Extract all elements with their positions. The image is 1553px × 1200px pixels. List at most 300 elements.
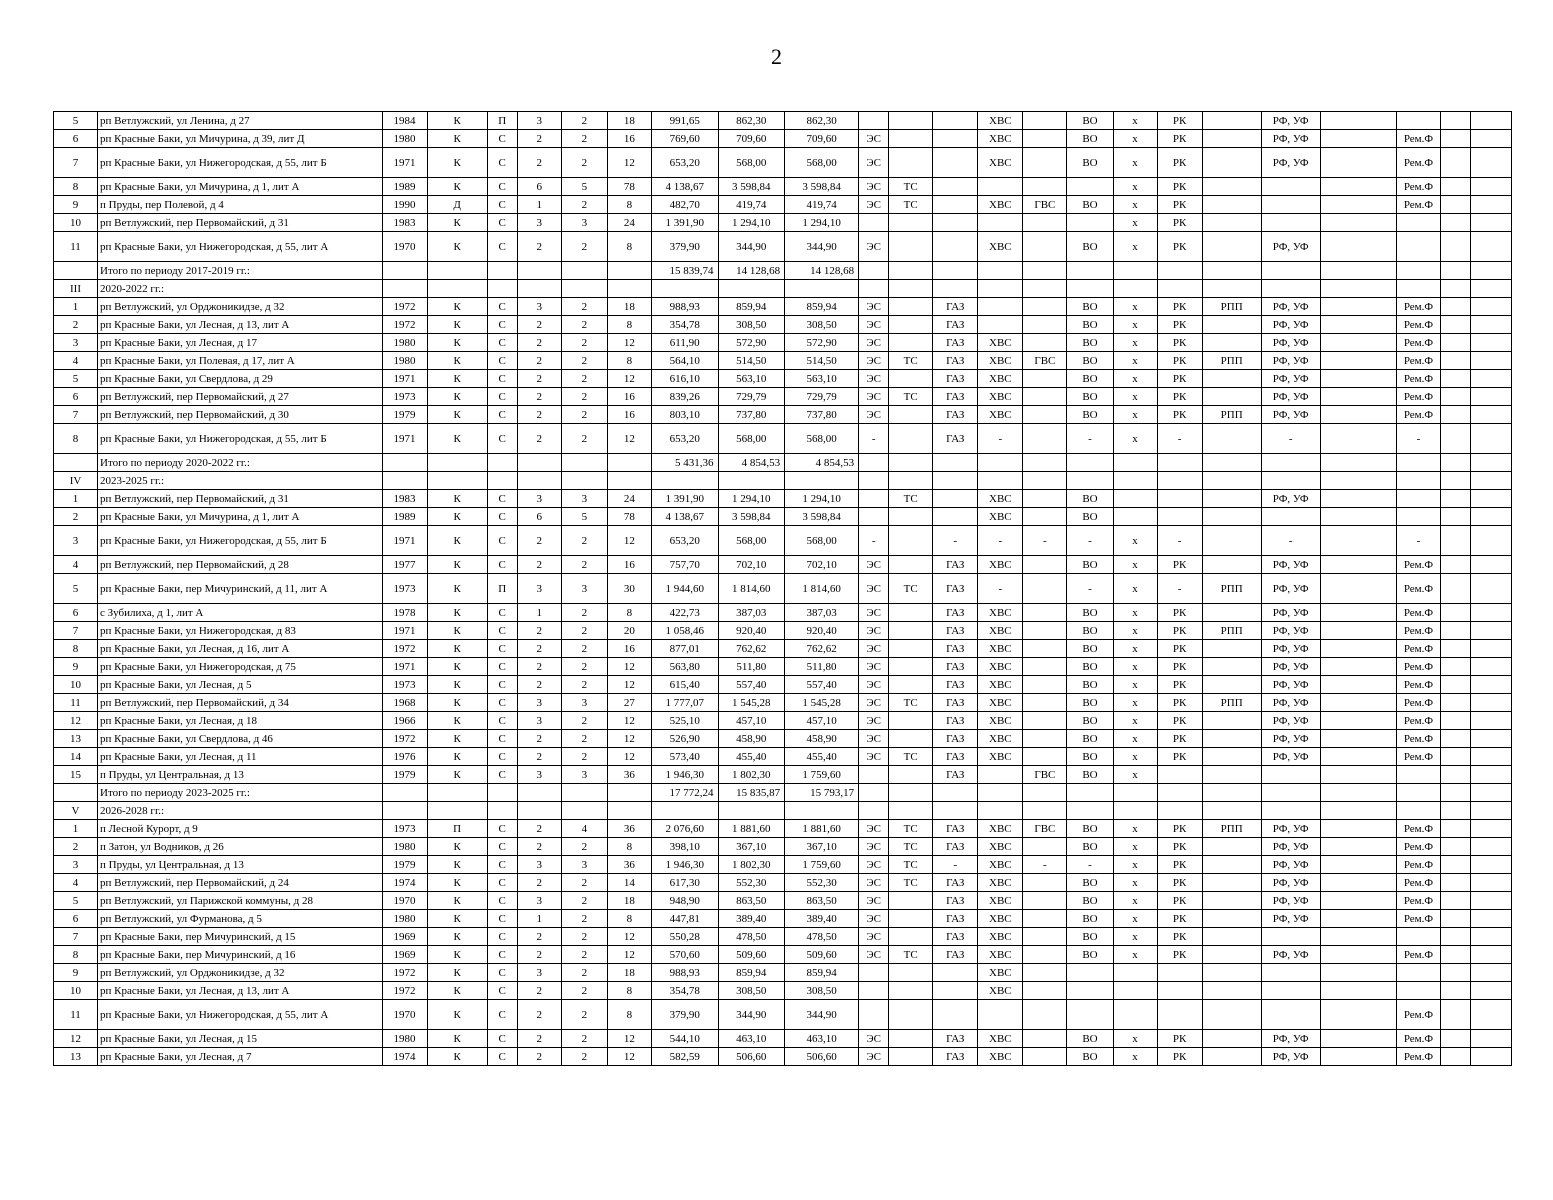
table-cell [1202, 232, 1261, 262]
table-cell: 1 391,90 [651, 490, 718, 508]
table-cell [889, 964, 933, 982]
table-cell: 457,10 [718, 712, 785, 730]
table-row [54, 232, 1512, 262]
table-cell [1157, 454, 1202, 472]
table-cell [1471, 178, 1512, 196]
table-cell [1023, 424, 1067, 454]
table-cell [1440, 604, 1470, 622]
table-cell: РПП [1202, 622, 1261, 640]
table-cell [1440, 748, 1470, 766]
table-cell: ЭС [859, 676, 889, 694]
table-cell: 506,60 [718, 1048, 785, 1066]
table-cell [718, 280, 785, 298]
table-cell: 839,26 [651, 388, 718, 406]
table-cell: 9 [54, 196, 98, 214]
table-cell: - [1023, 856, 1067, 874]
table-cell [1320, 316, 1396, 334]
address-cell: рп Красные Баки, ул Лесная, д 18 [98, 712, 383, 730]
table-cell: 1972 [382, 730, 427, 748]
table-cell: 11 [54, 232, 98, 262]
table-cell: К [427, 1030, 487, 1048]
table-cell [933, 454, 978, 472]
table-cell [933, 508, 978, 526]
table-cell: ЭС [859, 874, 889, 892]
table-cell: Рем.Ф [1396, 556, 1440, 574]
table-cell [1471, 526, 1512, 556]
table-cell [1320, 280, 1396, 298]
table-cell [1202, 838, 1261, 856]
table-cell: С [487, 352, 517, 370]
table-cell [1261, 280, 1320, 298]
table-cell [1320, 982, 1396, 1000]
table-cell [1023, 130, 1067, 148]
table-cell: 2 [561, 892, 607, 910]
table-cell: ЭС [859, 928, 889, 946]
table-cell: К [427, 388, 487, 406]
table-cell: 2 [561, 658, 607, 676]
table-cell [1261, 1000, 1320, 1030]
table-cell [1202, 1048, 1261, 1066]
table-cell [1202, 712, 1261, 730]
address-cell: рп Красные Баки, ул Лесная, д 11 [98, 748, 383, 766]
table-cell: 1980 [382, 352, 427, 370]
table-cell: ВО [1067, 556, 1113, 574]
table-cell [1023, 148, 1067, 178]
table-cell [978, 1000, 1023, 1030]
table-cell: ЭС [859, 748, 889, 766]
table-cell [1396, 262, 1440, 280]
table-cell [1023, 622, 1067, 640]
table-cell: 1980 [382, 1030, 427, 1048]
table-cell: С [487, 298, 517, 316]
table-cell: 2 [561, 112, 607, 130]
table-cell [1023, 748, 1067, 766]
table-cell: 3 [517, 214, 561, 232]
table-cell: 2 [561, 676, 607, 694]
table-cell [607, 454, 651, 472]
table-cell: 2 [561, 298, 607, 316]
table-cell: ВО [1067, 370, 1113, 388]
table-cell: 1973 [382, 676, 427, 694]
table-cell: 455,40 [718, 748, 785, 766]
table-cell [427, 454, 487, 472]
table-cell: 12 [607, 658, 651, 676]
table-row [54, 574, 1512, 604]
address-cell: рп Ветлужский, ул Орджоникидзе, д 32 [98, 964, 383, 982]
table-cell: ЭС [859, 388, 889, 406]
table-cell: 2 [561, 526, 607, 556]
table-cell: 709,60 [718, 130, 785, 148]
table-cell: 8 [54, 178, 98, 196]
table-cell [1440, 406, 1470, 424]
table-cell: РФ, УФ [1261, 298, 1320, 316]
table-cell: 1984 [382, 112, 427, 130]
table-cell: 2 [561, 910, 607, 928]
table-cell: 1983 [382, 490, 427, 508]
table-cell: 344,90 [785, 1000, 859, 1030]
table-cell: ГАЗ [933, 766, 978, 784]
table-cell [978, 784, 1023, 802]
table-cell: РК [1157, 676, 1202, 694]
table-cell [561, 802, 607, 820]
table-cell [1440, 454, 1470, 472]
table-cell [1320, 874, 1396, 892]
table-cell: С [487, 490, 517, 508]
table-cell: РФ, УФ [1261, 232, 1320, 262]
table-cell: х [1113, 1030, 1157, 1048]
table-cell: С [487, 388, 517, 406]
address-cell: рп Красные Баки, ул Нижегородская, д 55, лит А [98, 1000, 383, 1030]
address-cell: рп Красные Баки, ул Лесная, д 17 [98, 334, 383, 352]
table-cell: 564,10 [651, 352, 718, 370]
table-cell: 568,00 [718, 526, 785, 556]
table-cell: 3 [561, 214, 607, 232]
table-cell [1202, 640, 1261, 658]
table-cell [1320, 658, 1396, 676]
table-cell: С [487, 316, 517, 334]
table-cell: 1 946,30 [651, 766, 718, 784]
table-cell: РК [1157, 196, 1202, 214]
table-cell: 2 [517, 1030, 561, 1048]
table-cell: 1978 [382, 604, 427, 622]
table-cell: ТС [889, 388, 933, 406]
table-cell: 2 [517, 658, 561, 676]
table-cell [1157, 982, 1202, 1000]
table-cell: 525,10 [651, 712, 718, 730]
table-cell [1157, 280, 1202, 298]
table-cell: 2 [517, 928, 561, 946]
table-cell [1023, 946, 1067, 964]
table-cell: 653,20 [651, 526, 718, 556]
table-cell [1320, 454, 1396, 472]
table-cell: 379,90 [651, 1000, 718, 1030]
table-cell: ЭС [859, 148, 889, 178]
table-cell [517, 472, 561, 490]
table-cell: ХВС [978, 838, 1023, 856]
table-row [54, 424, 1512, 454]
table-cell [785, 802, 859, 820]
table-cell [1440, 964, 1470, 982]
table-cell [1023, 112, 1067, 130]
table-cell: 1966 [382, 712, 427, 730]
table-cell: 3 [561, 766, 607, 784]
table-cell: РК [1157, 130, 1202, 148]
table-cell: 2 [561, 748, 607, 766]
table-cell [1113, 280, 1157, 298]
table-cell: 1974 [382, 1048, 427, 1066]
table-cell [1023, 298, 1067, 316]
table-cell: ХВС [978, 406, 1023, 424]
table-cell [859, 964, 889, 982]
table-cell: 2 [561, 1030, 607, 1048]
table-cell: 12 [607, 526, 651, 556]
table-cell: 3 598,84 [785, 178, 859, 196]
table-cell: К [427, 130, 487, 148]
address-cell: рп Ветлужский, пер Первомайский, д 31 [98, 490, 383, 508]
table-cell: 1980 [382, 334, 427, 352]
table-cell [1320, 1030, 1396, 1048]
table-cell [1440, 112, 1470, 130]
table-cell [1261, 928, 1320, 946]
table-cell: 367,10 [785, 838, 859, 856]
table-cell: РК [1157, 658, 1202, 676]
table-cell: Рем.Ф [1396, 838, 1440, 856]
table-cell: РК [1157, 622, 1202, 640]
table-cell: Рем.Ф [1396, 1048, 1440, 1066]
table-cell [889, 1030, 933, 1048]
table-cell: 15 [54, 766, 98, 784]
table-cell [933, 490, 978, 508]
table-cell: Рем.Ф [1396, 694, 1440, 712]
table-cell [1202, 214, 1261, 232]
table-cell [1023, 964, 1067, 982]
table-cell: 16 [607, 406, 651, 424]
table-cell: 4 [54, 352, 98, 370]
table-cell: 616,10 [651, 370, 718, 388]
table-cell: 2 [561, 556, 607, 574]
table-cell: 2 [517, 1048, 561, 1066]
table-cell: Рем.Ф [1396, 892, 1440, 910]
table-row [54, 730, 1512, 748]
table-cell: К [427, 694, 487, 712]
table-cell: 1 759,60 [785, 766, 859, 784]
table-cell [1261, 508, 1320, 526]
table-cell: 563,10 [785, 370, 859, 388]
table-cell: 12 [607, 676, 651, 694]
table-cell [1202, 370, 1261, 388]
table-cell: Рем.Ф [1396, 406, 1440, 424]
table-cell [1023, 982, 1067, 1000]
table-cell [859, 802, 889, 820]
table-cell: 4 138,67 [651, 178, 718, 196]
table-cell [1396, 766, 1440, 784]
table-cell: ГАЗ [933, 316, 978, 334]
table-cell: ХВС [978, 892, 1023, 910]
table-cell: 3 [517, 574, 561, 604]
table-cell: 1970 [382, 232, 427, 262]
address-cell: рп Ветлужский, ул Фурманова, д 5 [98, 910, 383, 928]
table-cell [978, 766, 1023, 784]
table-cell [859, 112, 889, 130]
address-cell: рп Красные Баки, ул Лесная, д 7 [98, 1048, 383, 1066]
table-cell: 1 777,07 [651, 694, 718, 712]
table-row [54, 526, 1512, 556]
table-cell: ХВС [978, 352, 1023, 370]
table-cell: ВО [1067, 928, 1113, 946]
table-cell: ГАЗ [933, 406, 978, 424]
table-cell [1157, 802, 1202, 820]
table-cell: 709,60 [785, 130, 859, 148]
table-cell: 572,90 [718, 334, 785, 352]
table-cell [933, 982, 978, 1000]
table-cell [978, 454, 1023, 472]
table-cell [1261, 766, 1320, 784]
table-cell [1471, 1048, 1512, 1066]
table-cell: 988,93 [651, 298, 718, 316]
table-cell: 3 [54, 526, 98, 556]
table-cell [1440, 658, 1470, 676]
table-cell: 769,60 [651, 130, 718, 148]
table-cell [1023, 232, 1067, 262]
table-cell [889, 712, 933, 730]
table-row [54, 928, 1512, 946]
table-cell: ВО [1067, 406, 1113, 424]
table-cell: 14 128,68 [785, 262, 859, 280]
table-cell: РФ, УФ [1261, 1048, 1320, 1066]
table-cell: ЭС [859, 574, 889, 604]
table-cell [859, 454, 889, 472]
table-cell [1261, 196, 1320, 214]
table-cell: 387,03 [718, 604, 785, 622]
table-cell: РК [1157, 856, 1202, 874]
table-cell: К [427, 892, 487, 910]
table-cell: 1972 [382, 964, 427, 982]
table-cell: 1 802,30 [718, 766, 785, 784]
address-cell: рп Ветлужский, ул Орджоникидзе, д 32 [98, 298, 383, 316]
table-cell [517, 454, 561, 472]
table-cell: РФ, УФ [1261, 604, 1320, 622]
table-cell [1202, 658, 1261, 676]
table-cell: С [487, 1048, 517, 1066]
table-cell: 1977 [382, 556, 427, 574]
table-cell: 8 [54, 640, 98, 658]
address-cell: рп Красные Баки, ул Нижегородская, д 83 [98, 622, 383, 640]
table-cell [1471, 406, 1512, 424]
table-cell [1157, 784, 1202, 802]
table-cell: РПП [1202, 298, 1261, 316]
table-cell [1023, 316, 1067, 334]
table-row [54, 1030, 1512, 1048]
table-cell: 1971 [382, 148, 427, 178]
table-cell [1023, 280, 1067, 298]
table-cell [1320, 694, 1396, 712]
table-cell: 24 [607, 214, 651, 232]
table-cell: 702,10 [718, 556, 785, 574]
table-cell [1320, 232, 1396, 262]
table-cell: - [933, 856, 978, 874]
table-cell [1023, 838, 1067, 856]
table-cell [785, 280, 859, 298]
table-cell [1067, 964, 1113, 982]
table-cell: ГАЗ [933, 892, 978, 910]
table-cell: ХВС [978, 874, 1023, 892]
table-cell: 458,90 [785, 730, 859, 748]
table-cell: ЭС [859, 1048, 889, 1066]
table-cell [859, 472, 889, 490]
table-cell: 11 [54, 694, 98, 712]
table-cell [1471, 232, 1512, 262]
table-cell: 3 [561, 694, 607, 712]
table-cell: ВО [1067, 388, 1113, 406]
table-cell: К [427, 640, 487, 658]
table-cell: Рем.Ф [1396, 178, 1440, 196]
table-cell [1202, 730, 1261, 748]
table-cell [933, 148, 978, 178]
table-cell: 729,79 [718, 388, 785, 406]
table-cell [607, 784, 651, 802]
table-cell: х [1113, 730, 1157, 748]
table-cell: ЭС [859, 334, 889, 352]
table-cell [889, 622, 933, 640]
table-cell: 2 [517, 1000, 561, 1030]
table-cell: х [1113, 130, 1157, 148]
table-cell [1320, 526, 1396, 556]
table-cell [889, 658, 933, 676]
table-cell [1440, 802, 1470, 820]
table-cell: ВО [1067, 490, 1113, 508]
table-cell: ГАЗ [933, 334, 978, 352]
table-cell: 1 759,60 [785, 856, 859, 874]
table-cell [1320, 802, 1396, 820]
table-cell: 1 391,90 [651, 214, 718, 232]
table-cell: х [1113, 874, 1157, 892]
table-cell [785, 472, 859, 490]
table-cell [889, 640, 933, 658]
table-cell [1261, 964, 1320, 982]
table-cell: 16 [607, 388, 651, 406]
table-cell [889, 214, 933, 232]
table-cell [1023, 454, 1067, 472]
table-cell: 2 [561, 352, 607, 370]
address-cell: п Лесной Курорт, д 9 [98, 820, 383, 838]
table-cell: К [427, 556, 487, 574]
table-cell: РК [1157, 910, 1202, 928]
table-row [54, 1048, 1512, 1066]
table-cell: х [1113, 316, 1157, 334]
table-cell: 1 [517, 910, 561, 928]
address-cell: рп Красные Баки, пер Мичуринский, д 15 [98, 928, 383, 946]
table-cell: РК [1157, 406, 1202, 424]
table-cell [859, 1000, 889, 1030]
table-cell: 2 [517, 148, 561, 178]
table-cell: К [427, 946, 487, 964]
table-cell: 4 854,53 [785, 454, 859, 472]
table-cell [1440, 874, 1470, 892]
table-cell: 3 598,84 [785, 508, 859, 526]
table-cell: 2 [561, 406, 607, 424]
table-cell: 16 [607, 640, 651, 658]
table-cell: ХВС [978, 694, 1023, 712]
table-cell [1202, 604, 1261, 622]
table-cell: 6 [54, 388, 98, 406]
table-cell: РК [1157, 694, 1202, 712]
table-cell [54, 262, 98, 280]
table-cell [933, 964, 978, 982]
table-cell [1471, 1030, 1512, 1048]
table-cell: х [1113, 946, 1157, 964]
table-cell: 2 [517, 640, 561, 658]
table-cell: 8 [607, 316, 651, 334]
table-cell [1113, 508, 1157, 526]
table-cell: 988,93 [651, 964, 718, 982]
table-cell [1320, 262, 1396, 280]
table-cell [1320, 472, 1396, 490]
table-cell: 1972 [382, 640, 427, 658]
table-cell [859, 262, 889, 280]
table-cell: 14 128,68 [718, 262, 785, 280]
table-cell: С [487, 712, 517, 730]
table-cell: С [487, 1030, 517, 1048]
table-cell: - [1067, 424, 1113, 454]
table-cell: К [427, 406, 487, 424]
table-cell [859, 490, 889, 508]
period-section-row [54, 802, 1512, 820]
table-cell: х [1113, 112, 1157, 130]
table-cell: 8 [54, 424, 98, 454]
table-cell: 2 [561, 148, 607, 178]
table-cell: 2 [561, 946, 607, 964]
address-cell: рп Ветлужский, пер Первомайский, д 31 [98, 214, 383, 232]
